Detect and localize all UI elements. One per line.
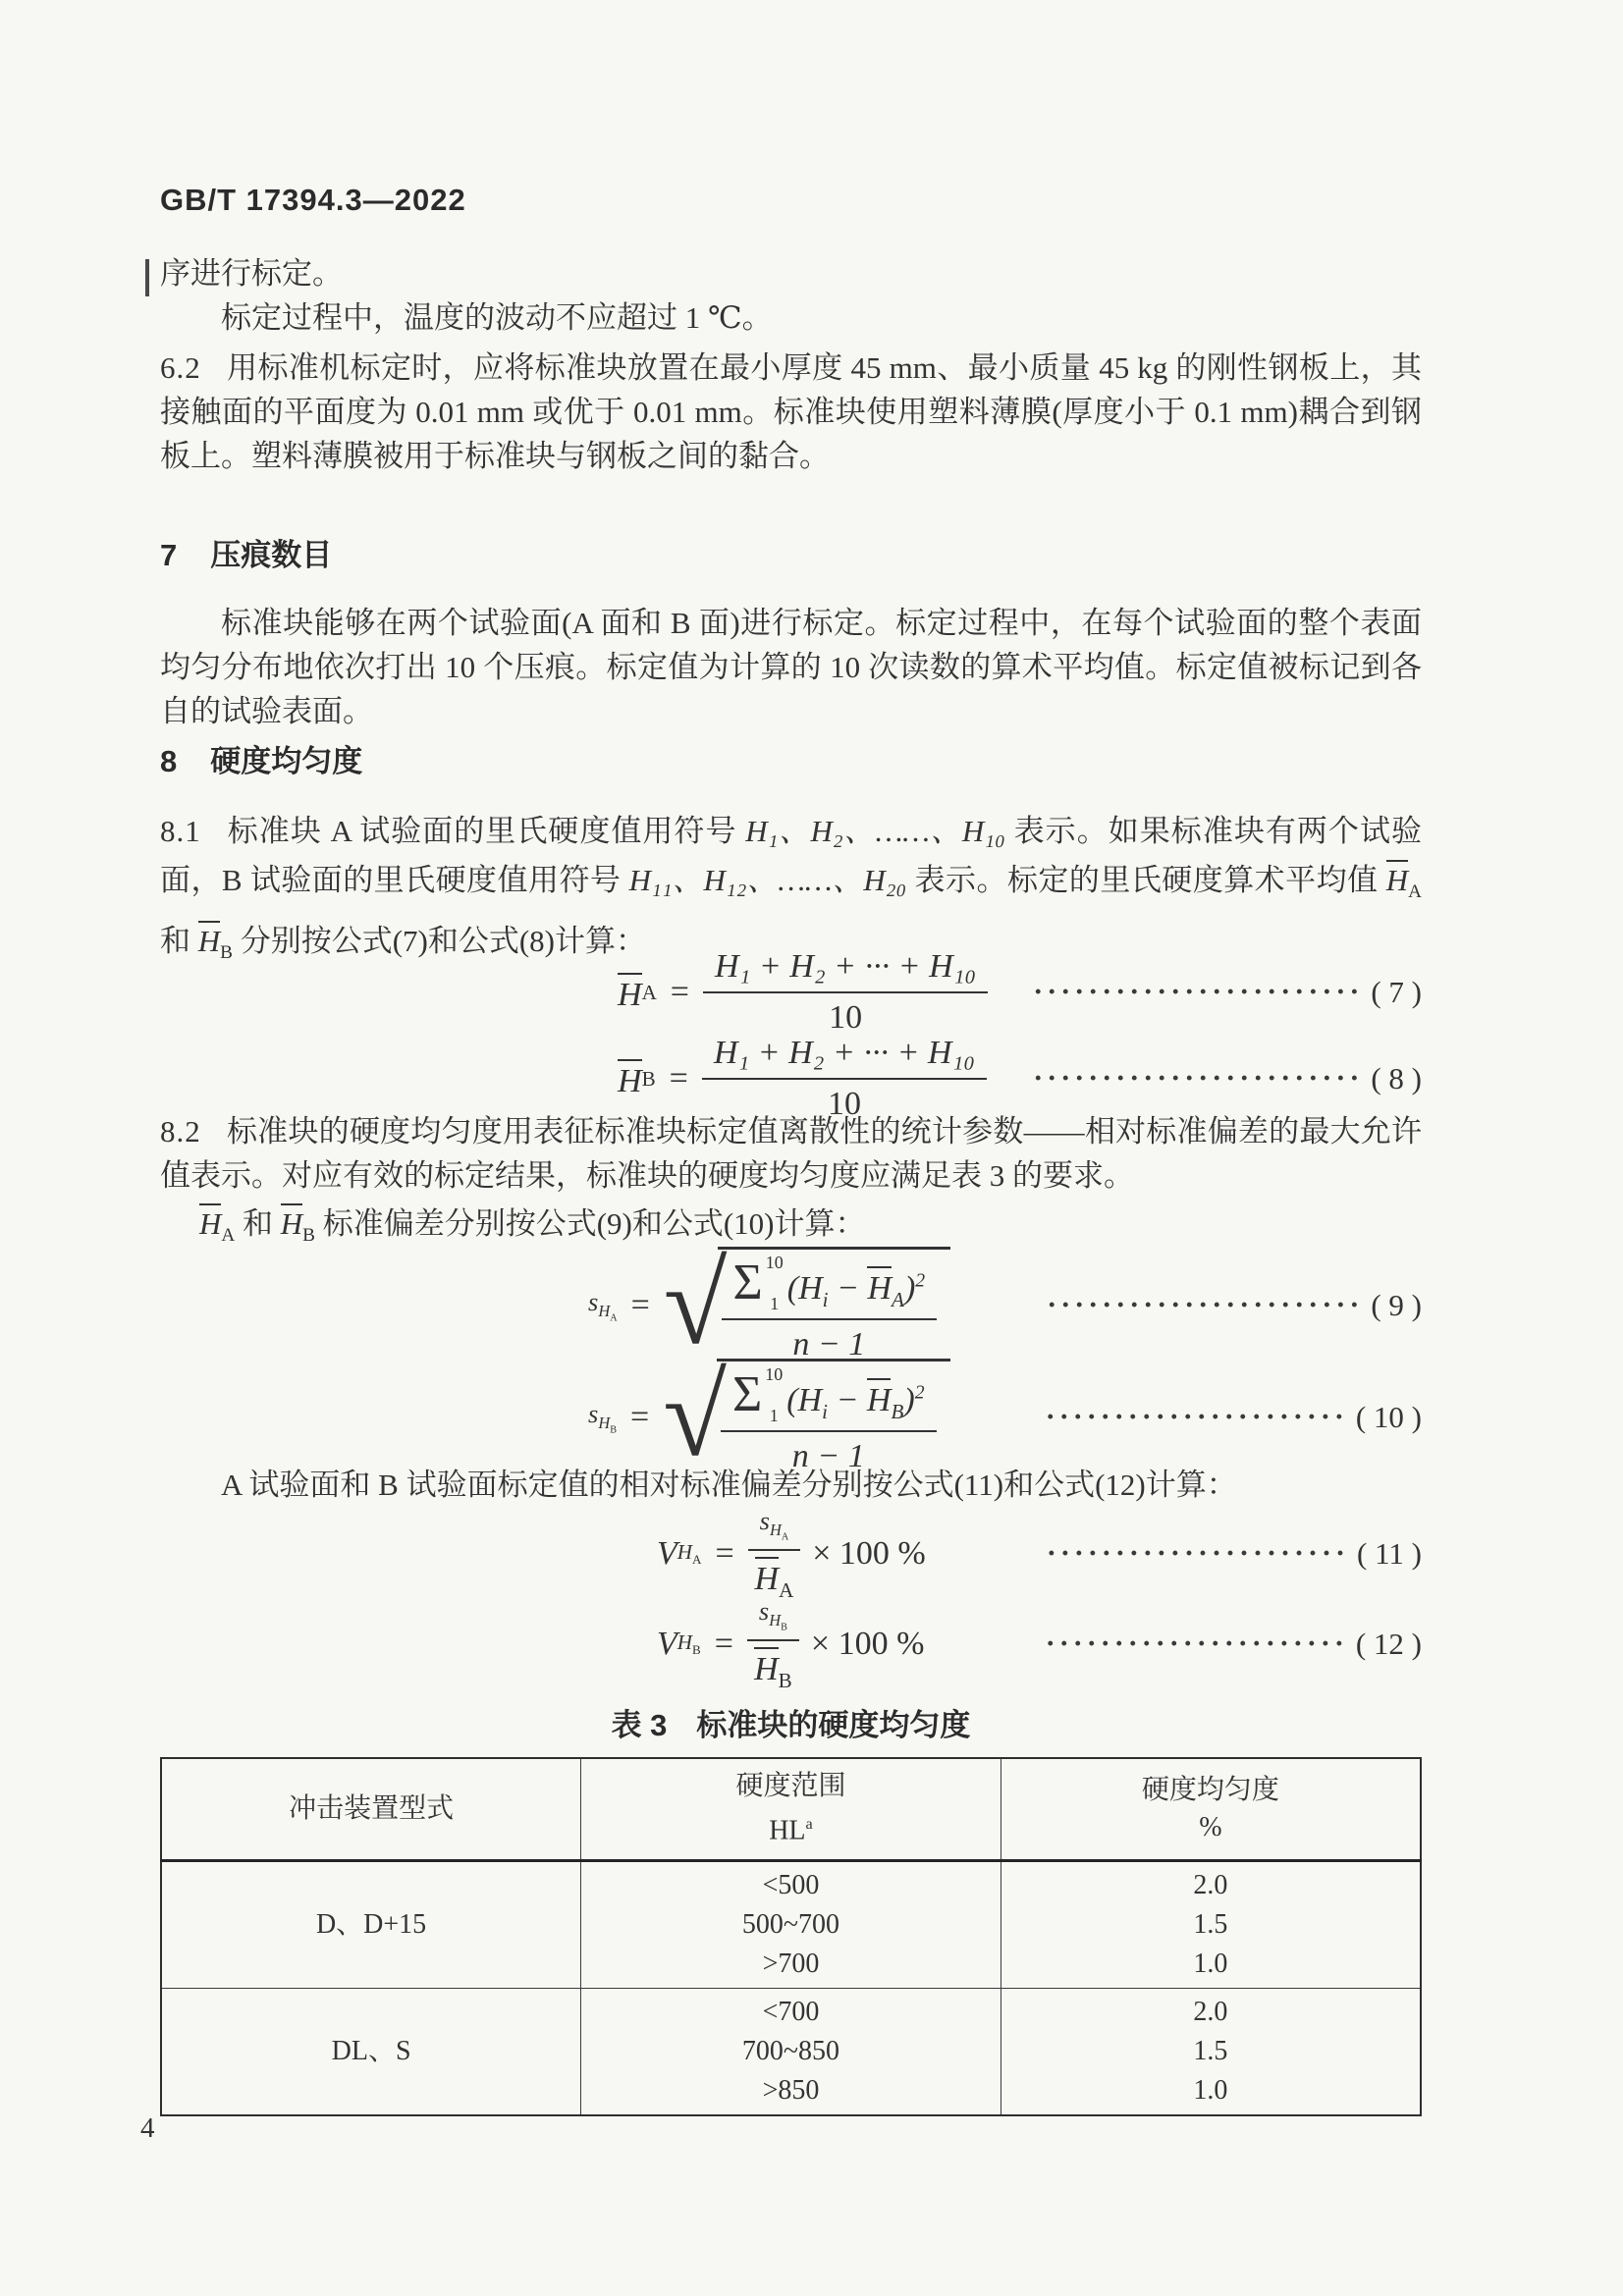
device-type-cell: D、D+15 <box>161 1861 581 1989</box>
math-sub: H <box>769 1611 782 1630</box>
math-sub: H <box>769 1521 782 1540</box>
math-s: s <box>759 1506 770 1535</box>
section-8-heading <box>160 736 1422 780</box>
sigma: Σ <box>732 1255 763 1310</box>
math-sub: i <box>822 1287 829 1311</box>
dot-leader: ························ <box>1033 976 1364 1008</box>
math-subsub: A <box>781 1531 789 1543</box>
fraction-numerator: H₁ + H₂ + ··· + H₁₀ <box>702 1035 987 1080</box>
fraction-numerator <box>722 1254 938 1320</box>
paren: ( <box>786 1382 798 1418</box>
equation-12 <box>160 1596 1422 1692</box>
square-root <box>663 1352 949 1481</box>
uniformity-unit: % <box>1199 1812 1222 1842</box>
dot-leader: ······················· <box>1047 1288 1364 1321</box>
fraction-numerator <box>747 1596 799 1641</box>
math-h: H <box>866 1382 892 1418</box>
std-deviation-text-2: 标准偏差分别按公式(9)和公式(10)计算： <box>314 1206 866 1241</box>
math-sub: H <box>598 1414 611 1432</box>
math-s: s <box>588 1398 599 1428</box>
equation-7-number: ( 7 ) <box>1371 975 1422 1009</box>
math-subsub: B <box>692 1642 701 1658</box>
times-100-percent: × 100 % <box>810 1626 925 1663</box>
sum-upper-limit: 10 <box>765 1253 784 1272</box>
uniformity-value: 1.0 <box>1193 2075 1228 2106</box>
page-number: 4 <box>140 2112 155 2144</box>
section-8-1-text: 标准块 A 试验面的里氏硬度值用符号 <box>226 814 746 848</box>
col-header-hardness-range <box>581 1758 1001 1861</box>
table-3 <box>160 1757 1422 2116</box>
section-6-2-text: 用标准机标定时，应将标准块放置在最小厚度 45 mm、最小质量 45 kg 的刚性钢板上，其接触面的平面度为 0.01 mm 或优于 0.01 mm。标准块使用塑料薄膜(厚度小于 0.1 mm)耦合到钢板上。塑料薄膜被用于标准块与钢板之间的黏合。 <box>160 350 1422 473</box>
unit-hl: HL <box>769 1815 806 1846</box>
dot-leader: ······················ <box>1046 1537 1349 1571</box>
fraction-denominator: n − 1 <box>791 1438 865 1474</box>
equation-9 <box>160 1240 1422 1369</box>
range-value: 500~700 <box>741 1909 840 1940</box>
times-100-percent: × 100 % <box>812 1535 926 1573</box>
math-sub: A <box>641 980 657 1004</box>
uniformity-value: 1.5 <box>1193 1909 1228 1940</box>
math-s: s <box>588 1286 599 1316</box>
table-row-group-1 <box>161 1861 1421 1989</box>
math-hbar-b: H <box>618 1059 642 1099</box>
section-8-1-text-4: 和 <box>160 924 198 959</box>
fraction <box>722 1254 938 1363</box>
section-8-2-text: 标准块的硬度均匀度用表征标准块标定值离散性的统计参数——相对标准偏差的最大允许值表示。对应有效的标定结果，标准块的硬度均匀度应满足表 3 的要求。 <box>160 1114 1422 1193</box>
hardness-range-label: 硬度范围 <box>735 1771 846 1802</box>
section-6-2-label: 6.2 <box>160 350 201 385</box>
math-sub: B <box>891 1399 904 1423</box>
math-hbar-b-sub: B <box>220 942 233 964</box>
math-hbar-b: H <box>281 1203 302 1241</box>
fraction <box>748 1506 801 1602</box>
std-deviation-text: 和 <box>235 1206 281 1241</box>
fraction-denominator: 10 <box>829 999 863 1036</box>
equation-8-number: ( 8 ) <box>1371 1061 1422 1095</box>
uniformity-cell <box>1001 1989 1421 2116</box>
col-header-device-type: 冲击装置型式 <box>161 1758 581 1861</box>
table-3-caption-label: 表 3 <box>611 1708 668 1742</box>
section-8-1-text-3: 表示。标定的里氏硬度算术平均值 <box>906 863 1386 897</box>
dot-leader: ························ <box>1033 1062 1364 1095</box>
exponent: 2 <box>915 1269 926 1292</box>
math-sub: H <box>676 1540 693 1565</box>
intro-paragraph <box>160 251 1422 340</box>
math-h11-h20: H₁₁、H₁₂、……、H₂₀ <box>628 863 907 897</box>
math-sub: A <box>221 1225 236 1247</box>
radical-sign: √ <box>663 1352 727 1481</box>
math-sub: A <box>892 1287 904 1311</box>
section-7-paragraph: 标准块能够在两个试验面(A 面和 B 面)进行标定。标定过程中，在每个试验面的整个表面均匀分布地依次打出 10 个压痕。标定值为计算的 10 次读数的算术平均值。标定值被标记到各自的试验表面。 <box>160 606 1422 728</box>
sum-lower-limit: 1 <box>770 1294 780 1313</box>
equation-10-number: ( 10 ) <box>1355 1399 1422 1434</box>
uniformity-label: 硬度均匀度 <box>1141 1775 1279 1805</box>
math-subsub: B <box>781 1622 787 1633</box>
dot-leader: ······················ <box>1045 1400 1348 1433</box>
summation <box>733 1254 784 1312</box>
sum-lower-limit: 1 <box>769 1406 779 1425</box>
fraction <box>747 1596 799 1692</box>
minus-sign: − <box>828 1270 868 1307</box>
math-h: H <box>798 1270 823 1307</box>
radicand <box>718 1247 951 1363</box>
minus-sign: − <box>827 1382 867 1418</box>
table-header-row <box>161 1758 1421 1861</box>
fraction-numerator <box>721 1365 937 1432</box>
paren: ( <box>786 1270 799 1307</box>
footnote-marker: a <box>805 1815 813 1834</box>
table-3-caption-title: 标准块的硬度均匀度 <box>696 1708 971 1742</box>
fraction-numerator: H₁ + H₂ + ··· + H₁₀ <box>703 948 988 993</box>
fraction-denominator <box>747 1641 799 1693</box>
range-cell <box>581 1989 1001 2116</box>
range-value: <700 <box>762 1997 820 2027</box>
device-type-cell: DL、S <box>161 1989 581 2116</box>
math-sub: A <box>779 1577 794 1602</box>
section-7-title: 压痕数目 <box>210 538 333 572</box>
exponent: 2 <box>914 1381 925 1404</box>
standard-number-header: GB/T 17394.3—2022 <box>160 183 466 217</box>
table-row-group-2 <box>161 1989 1421 2116</box>
math-sub: H <box>598 1302 611 1320</box>
math-hbar-a: H <box>618 973 642 1013</box>
section-7-heading <box>160 530 1422 574</box>
table-3-caption <box>160 1700 1422 1744</box>
math-hbar-b: H <box>198 921 220 958</box>
section-8-2-paragraph <box>160 1109 1422 1198</box>
paren: ) <box>903 1270 916 1307</box>
col-header-uniformity <box>1001 1758 1421 1861</box>
uniformity-value: 2.0 <box>1193 1870 1228 1900</box>
math-hbar-a: H <box>755 1557 780 1597</box>
paren: ) <box>903 1382 915 1418</box>
equation-11-number: ( 11 ) <box>1357 1536 1422 1572</box>
section-8-1-label: 8.1 <box>160 814 201 848</box>
math-subsub: B <box>610 1424 617 1436</box>
equals-sign: = <box>714 1626 733 1663</box>
equation-10 <box>160 1352 1422 1481</box>
intro-line-2: 标定过程中，温度的波动不应超过 1 ℃。 <box>221 300 773 335</box>
section-7-number: 7 <box>160 538 178 572</box>
range-value: >850 <box>762 2075 820 2106</box>
dot-leader: ······················ <box>1045 1628 1348 1661</box>
table-3-wrapper <box>160 1757 1422 2116</box>
math-sub: H <box>676 1630 693 1655</box>
range-value: <500 <box>762 1870 820 1900</box>
section-8-2-label: 8.2 <box>160 1114 201 1148</box>
math-hbar <box>867 1378 892 1418</box>
equation-12-formula <box>657 1596 924 1692</box>
fraction <box>703 948 988 1037</box>
equation-7 <box>160 948 1422 1037</box>
equals-sign: = <box>715 1535 734 1573</box>
math-hbar-a: H <box>1386 860 1408 897</box>
uniformity-value: 2.0 <box>1193 1997 1228 2027</box>
math-hbar-b: H <box>754 1647 779 1687</box>
equation-9-number: ( 9 ) <box>1371 1287 1422 1322</box>
math-subsub: A <box>610 1312 618 1324</box>
math-subsub: A <box>692 1552 702 1568</box>
math-s: s <box>758 1596 770 1626</box>
math-sub: B <box>778 1668 792 1692</box>
equation-9-formula <box>588 1240 950 1369</box>
uniformity-cell <box>1001 1861 1421 1989</box>
section-8-1-text-2: 表示。如果标准块有两个试验面，B 试验面的里氏硬度值用符号 <box>160 814 1423 897</box>
intro-line-1: 序进行标定。 <box>160 256 343 291</box>
math-sub: B <box>302 1225 315 1247</box>
relative-deviation-paragraph: A 试验面和 B 试验面标定值的相对标准偏差分别按公式(11)和公式(12)计算： <box>221 1468 1237 1502</box>
math-v: V <box>657 1535 677 1573</box>
section-8-title: 硬度均匀度 <box>210 744 363 778</box>
equals-sign: = <box>670 974 689 1010</box>
uniformity-value: 1.0 <box>1193 1949 1228 1979</box>
equation-7-formula <box>618 948 988 1037</box>
math-sub: B <box>641 1066 656 1091</box>
sum-upper-limit: 10 <box>765 1364 784 1384</box>
radical-sign: √ <box>663 1240 728 1369</box>
math-hbar-a-sub: A <box>1408 881 1422 903</box>
equals-sign: = <box>669 1060 688 1096</box>
fraction-denominator: 10 <box>827 1086 861 1122</box>
range-value: >700 <box>762 1949 820 1979</box>
equation-11 <box>160 1506 1422 1602</box>
fraction-denominator <box>748 1551 801 1603</box>
summation <box>732 1365 783 1424</box>
uniformity-value: 1.5 <box>1193 2036 1228 2066</box>
equation-10-formula <box>588 1352 950 1481</box>
radicand <box>717 1359 950 1475</box>
math-hbar <box>867 1266 892 1307</box>
math-h: H <box>867 1270 893 1307</box>
math-sub: i <box>822 1399 828 1423</box>
equals-sign: = <box>630 1398 650 1435</box>
hardness-range-unit <box>582 1805 1000 1849</box>
range-value: 700~850 <box>741 2036 840 2066</box>
square-root <box>663 1240 950 1369</box>
math-hbar-a: H <box>199 1203 221 1241</box>
section-6-2-paragraph <box>160 346 1422 478</box>
section-8-1-text-5: 分别按公式(7)和公式(8)计算： <box>232 924 646 959</box>
sigma: Σ <box>731 1366 763 1422</box>
fraction-denominator: n − 1 <box>792 1326 866 1362</box>
math-v: V <box>657 1626 677 1663</box>
fraction-numerator <box>748 1506 801 1551</box>
math-h1-h10: H₁、H₂、……、H₁₀ <box>745 814 1005 848</box>
math-h: H <box>797 1382 823 1418</box>
margin-change-bar <box>145 259 149 296</box>
equation-11-formula <box>657 1506 926 1602</box>
range-cell <box>581 1861 1001 1989</box>
section-8-number: 8 <box>160 744 178 778</box>
equals-sign: = <box>630 1286 650 1323</box>
equation-12-number: ( 12 ) <box>1355 1627 1422 1662</box>
fraction <box>721 1365 937 1475</box>
